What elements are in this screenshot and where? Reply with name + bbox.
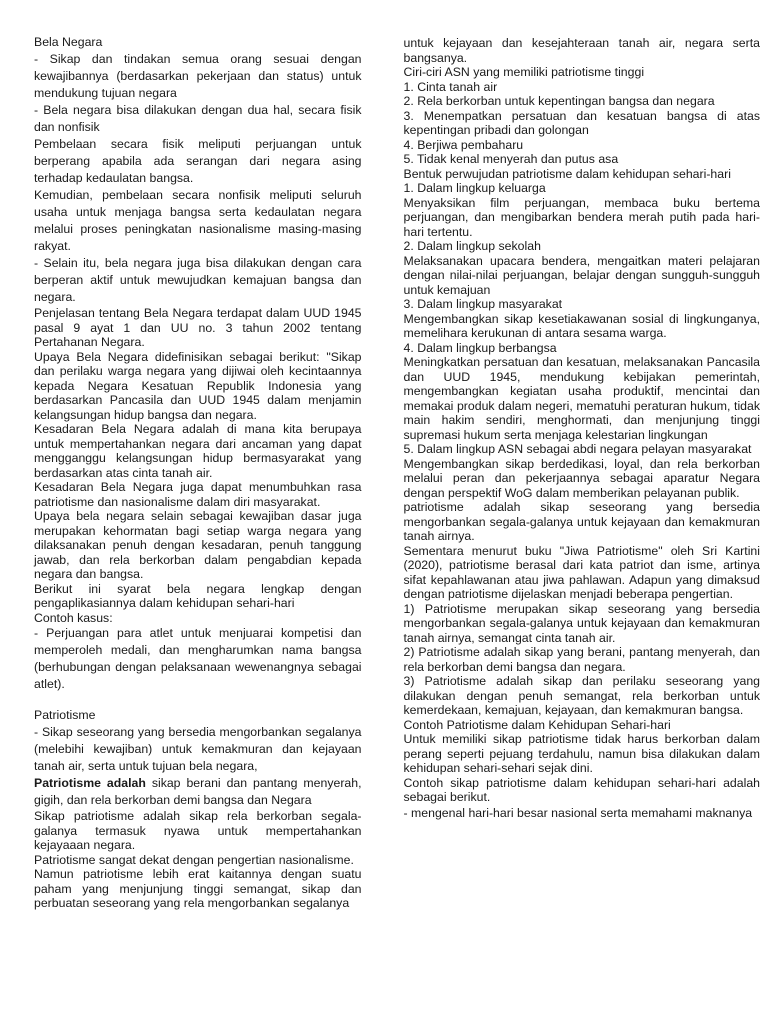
definition-text: sikap berani dan pantang menyerah, gigih, dan rela berkorban demi bangsa dan Negara: [34, 776, 362, 807]
paragraph: Kesadaran Bela Negara juga dapat menumbuhkan rasa patriotisme dan nasionalisme dalam diri masyarakat.: [34, 480, 362, 509]
blank-line: [34, 693, 362, 707]
paragraph: Upaya bela negara selain sebagai kewajiban dasar juga merupakan kehormatan bagi setiap warga negara yang dilaksanakan penuh dengan kesadaran, penuh tanggung jawab, dan rela berkorban dalam pengabdian kepada negara dan bangsa.: [34, 509, 362, 581]
subheading: Bentuk perwujudan patriotisme dalam kehidupan sehari-hari: [403, 166, 731, 181]
paragraph: Upaya Bela Negara didefinisikan sebagai berikut: "Sikap dan perilaku warga negara yang dijiwai oleh kecintaannya kepada Negara Kesatuan Republik Indonesia yang berdasarkan Pancasila dan UUD 1945 dalam menjamin kelangsungan hidup bangsa dan negara.: [34, 349, 362, 422]
paragraph: Contoh sikap patriotisme dalam kehidupan sehari-hari adalah sebagai berikut.: [403, 775, 760, 804]
paragraph: Namun patriotisme lebih erat kaitannya dengan suatu paham yang menjunjung tinggi semangat, sikap dan perbuatan seseorang yang rela mengorbankan segalanya: [34, 867, 362, 910]
heading-bela-negara: Bela Negara: [34, 35, 103, 49]
paragraph: - Bela negara bisa dilakukan dengan dua hal, secara fisik dan nonfisik: [34, 103, 362, 134]
heading-patriotisme: Patriotisme: [34, 708, 96, 722]
paragraph: Sementara menurut buku "Jiwa Patriotisme" oleh Sri Kartini (2020), patriotisme berasal dari kata patriot dan isme, artinya sifat kepahlawanan atau jiwa pahlawan. Adapun yang dimaksud dengan patriotisme dijelaskan menjadi beberapa pengertian.: [403, 543, 760, 601]
left-column: [34, 34, 362, 1024]
paragraph: - Selain itu, bela negara juga bisa dilakukan dengan cara berperan aktif untuk mewujudkan kemajuan bangsa dan negara.: [34, 256, 362, 304]
right-column: [404, 36, 760, 1024]
paragraph: - Sikap dan tindakan semua orang sesuai dengan kewajibannya (berdasarkan pekerjaan dan status) untuk mendukung tujuan negara: [34, 52, 362, 100]
paragraph-patriotisme-definition: [34, 775, 362, 809]
list-item: 3) Patriotisme adalah sikap dan perilaku seseorang yang dilakukan dengan penuh semangat, rela berkorban untuk kemerdekaan, kemajuan, kejayaan, dan kemakmuran bangsa.: [403, 674, 760, 717]
list-item: 2. Rela berkorban untuk kepentingan bangsa dan negara: [403, 94, 715, 108]
paragraph: Penjelasan tentang Bela Negara terdapat dalam UUD 1945 pasal 9 ayat 1 dan UU no. 3 tahun 2002 tentang Pertahanan Negara.: [34, 306, 362, 349]
paragraph: - Perjuangan para atlet untuk menjuarai kompetisi dan memperoleh medali, dan mengharumkan nama bangsa (berhubungan dengan pelaksanaan wewenangnya sebagai atlet).: [34, 626, 362, 691]
subheading: Contoh Patriotisme dalam Kehidupan Sehari-hari: [403, 717, 671, 732]
list-item: 2. Dalam lingkup sekolah: [403, 239, 541, 253]
paragraph: Berikut ini syarat bela negara lengkap dengan pengaplikasiannya dalam kehidupan sehari-hari: [34, 581, 362, 610]
list-item: 1) Patriotisme merupakan sikap seseorang yang bersedia mengorbankan segala-galanya untuk kejayaan dan kemakmuran tanah airnya, semangat cinta tanah air.: [403, 601, 760, 645]
paragraph: Mengembangkan sikap berdedikasi, loyal, dan rela berkorban melalui peran dan pekerjaannya sebagai aparatur Negara dengan perspektif WoG dalam memberikan pelayanan publik.: [403, 456, 760, 500]
paragraph: Menyaksikan film perjuangan, membaca buku bertema perjuangan, dan mengibarkan bendera merah putih pada hari-hari tertentu.: [403, 195, 760, 239]
list-item: 3. Menempatkan persatuan dan kesatuan bangsa di atas kepentingan pribadi dan golongan: [403, 108, 760, 137]
paragraph: Melaksanakan upacara bendera, mengaitkan materi pelajaran dengan nilai-nilai perjuangan, belajar dengan sungguh-sungguh untuk kemajuan: [403, 253, 760, 297]
paragraph: Kemudian, pembelaan secara nonfisik meliputi seluruh usaha untuk menjaga bangsa serta kedaulatan negara melalui proses peningkatan nasionalisme masing-masing rakyat.: [34, 188, 362, 253]
paragraph: Kesadaran Bela Negara adalah di mana kita berupaya untuk mempertahankan negara dari ancaman yang dapat mengganggu kelangsungan hidup bermasyarakat yang berdasarkan atas cinta tanah air.: [34, 422, 362, 480]
paragraph: Pembelaan secara fisik meliputi perjuangan untuk berperang apabila ada serangan dari negara asing terhadap kedaulatan bangsa.: [34, 137, 362, 185]
paragraph: - Sikap seseorang yang bersedia mengorbankan segalanya (melebihi kewajiban) untuk kemakmuran dan kejayaan tanah air, serta untuk tujuan bela negara,: [34, 725, 362, 773]
list-item: 1. Cinta tanah air: [403, 79, 498, 94]
paragraph: Mengembangkan sikap kesetiakawanan sosial di lingkunganya, memelihara kerukunan di antara sesama warga.: [403, 311, 760, 340]
bold-term: Patriotisme adalah: [34, 776, 146, 790]
list-item: 5. Tidak kenal menyerah dan putus asa: [403, 152, 619, 166]
list-item: 2) Patriotisme adalah sikap yang berani, pantang menyerah, dan rela berkorban demi bangsa dan negara.: [403, 645, 760, 674]
list-item: 5. Dalam lingkup ASN sebagai abdi negara pelayan masyarakat: [403, 442, 752, 456]
paragraph: patriotisme adalah sikap seseorang yang bersedia mengorbankan segala-galanya untuk kejayaan dan kemakmuran tanah airnya.: [403, 500, 760, 543]
paragraph: Contoh kasus:: [34, 610, 113, 625]
paragraph: Meningkatkan persatuan dan kesatuan, melaksanakan Pancasila dan UUD 1945, mendukung kebijakan pemerintah, mengembangkan kegiatan usaha produktif, mencintai dan memakai produk dalam negeri, mematuhi peraturan hukum, tidak main hakim sendiri, menghormati, dan menjunjung tinggi supremasi hukum serta menjaga kelestarian lingkungan: [403, 355, 760, 442]
paragraph: Patriotisme sangat dekat dengan pengertian nasionalisme.: [34, 852, 354, 867]
paragraph: - mengenal hari-hari besar nasional serta memahami maknanya: [403, 805, 753, 820]
list-item: 1. Dalam lingkup keluarga: [403, 181, 546, 195]
list-item: 4. Dalam lingkup berbangsa: [403, 340, 557, 355]
list-item: 3. Dalam lingkup masyarakat: [403, 297, 563, 311]
paragraph: Sikap patriotisme adalah sikap rela berkorban segala-galanya termasuk nyawa untuk mempertahankan kejayaaan negara.: [34, 809, 362, 852]
paragraph: Untuk memiliki sikap patriotisme tidak harus berkorban dalam perang seperti pejuang terdahulu, namun bisa dilakukan dalam kehidupan sehari-sehari sejak dini.: [403, 732, 760, 775]
subheading: Ciri-ciri ASN yang memiliki patriotisme tinggi: [403, 65, 645, 79]
paragraph: untuk kejayaan dan kesejahteraan tanah air, negara serta bangsanya.: [403, 36, 760, 65]
list-item: 4. Berjiwa pembaharu: [403, 137, 524, 152]
